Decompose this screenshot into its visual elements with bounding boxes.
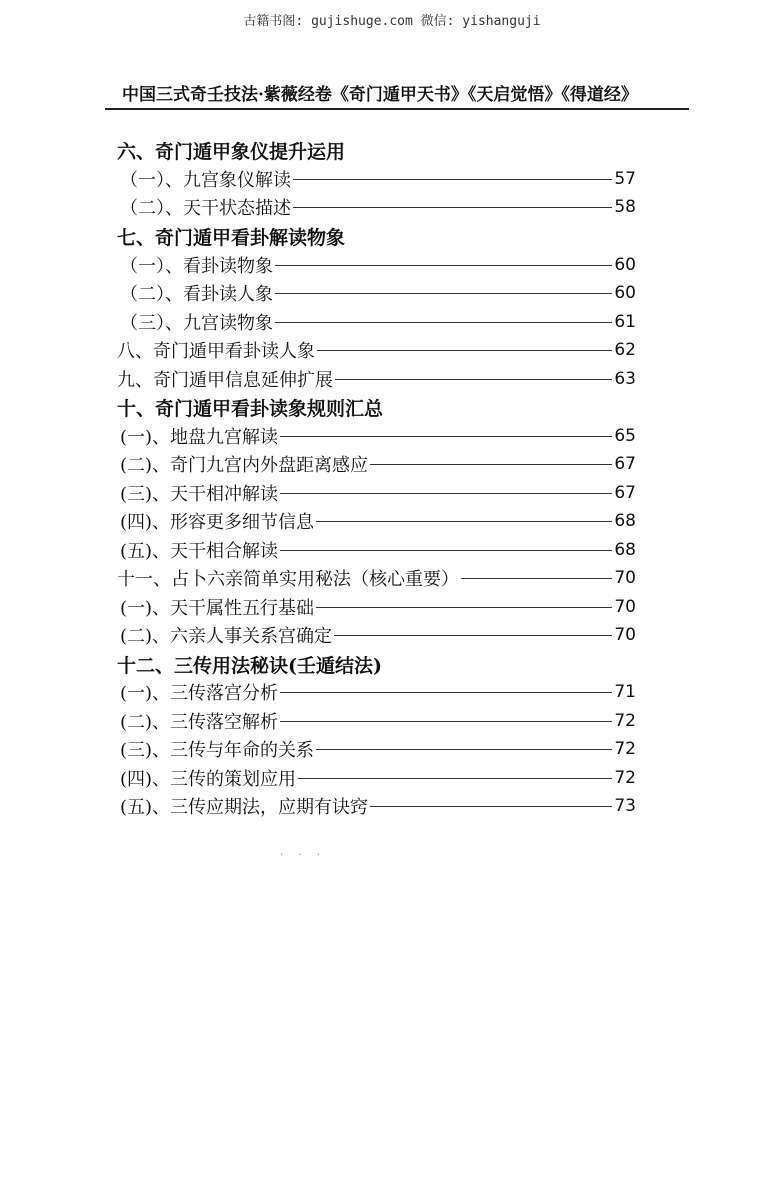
toc-entry-label: (五)、三传应期法，应期有诀窍 <box>120 797 369 818</box>
toc-entry-label: （二）、看卦读人象 <box>120 284 273 305</box>
toc-page-number: 60 <box>614 255 636 275</box>
toc-entry[interactable] <box>117 564 636 592</box>
toc-page-number: 71 <box>614 682 636 702</box>
toc-entry-label: 七、奇门遁甲看卦解读物象 <box>117 226 346 249</box>
toc-entry[interactable] <box>120 507 636 535</box>
toc-entry[interactable] <box>120 165 636 193</box>
toc-page-number: 65 <box>614 426 636 446</box>
toc-page-number: 73 <box>614 796 636 816</box>
toc-dot-leader <box>298 778 612 779</box>
toc-entry-label: 十一、占卜六亲简单实用秘法（核心重要） <box>117 569 459 590</box>
toc-dot-leader <box>316 749 612 750</box>
toc-dot-leader <box>316 521 612 522</box>
watermark-text: 古籍书阁: gujishuge.com 微信: yishanguji <box>243 14 541 29</box>
toc-dot-leader <box>293 207 612 208</box>
toc-entry-label: (一)、三传落宫分析 <box>120 683 279 704</box>
toc-page-number: 72 <box>614 768 636 788</box>
toc-dot-leader <box>370 806 612 807</box>
toc-entry[interactable] <box>117 336 636 364</box>
toc-entry-label: (一)、地盘九宫解读 <box>120 427 279 448</box>
toc-entry-label: (四)、形容更多细节信息 <box>120 512 315 533</box>
toc-entry[interactable] <box>120 593 636 621</box>
scan-specks: · · · <box>280 850 326 861</box>
toc-dot-leader <box>275 265 612 266</box>
toc-section-heading[interactable] <box>117 650 382 678</box>
toc-page-number: 68 <box>614 511 636 531</box>
toc-entry-label: (五)、天干相合解读 <box>120 541 279 562</box>
toc-dot-leader <box>293 179 612 180</box>
toc-entry[interactable] <box>120 193 636 221</box>
toc-dot-leader <box>275 293 612 294</box>
toc-entry[interactable] <box>120 792 636 820</box>
toc-entry[interactable] <box>120 536 636 564</box>
toc-entry-label: (二)、三传落空解析 <box>120 712 279 733</box>
toc-dot-leader <box>317 350 612 351</box>
toc-dot-leader <box>461 578 612 579</box>
toc-entry-label: 九、奇门遁甲信息延伸扩展 <box>117 370 333 391</box>
toc-section-heading[interactable] <box>117 136 345 164</box>
toc-dot-leader <box>280 692 612 693</box>
toc-page-number: 61 <box>614 312 636 332</box>
toc-entry-label: （二）、天干状态描述 <box>120 198 291 219</box>
header-rule <box>105 108 689 110</box>
toc-entry-label: (四)、三传的策划应用 <box>120 769 297 790</box>
toc-entry-label: (三)、天干相冲解读 <box>120 484 279 505</box>
toc-entry-label: (二)、六亲人事关系宫确定 <box>120 626 333 647</box>
toc-page-number: 58 <box>614 197 636 217</box>
toc-dot-leader <box>370 464 612 465</box>
toc-dot-leader <box>280 493 612 494</box>
toc-entry[interactable] <box>120 308 636 336</box>
toc-entry-label: 十二、三传用法秘诀(壬遁结法) <box>117 654 382 677</box>
toc-page-number: 62 <box>614 340 636 360</box>
toc-entry[interactable] <box>120 621 636 649</box>
toc-entry-label: 八、奇门遁甲看卦读人象 <box>117 341 315 362</box>
toc-entry[interactable] <box>120 279 636 307</box>
toc-dot-leader <box>280 436 612 437</box>
toc-entry-label: (一)、天干属性五行基础 <box>120 598 315 619</box>
toc-dot-leader <box>316 607 612 608</box>
toc-dot-leader <box>275 322 612 323</box>
toc-page-number: 70 <box>614 625 636 645</box>
toc-page-number: 60 <box>614 283 636 303</box>
toc-entry[interactable] <box>120 678 636 706</box>
running-head: 中国三式奇壬技法·紫薇经卷《奇门遁甲天书》《天启觉悟》《得道经》 <box>122 85 638 105</box>
toc-dot-leader <box>334 635 612 636</box>
toc-entry[interactable] <box>120 764 636 792</box>
toc-entry-label: （一）、九宫象仪解读 <box>120 170 291 191</box>
toc-page-number: 63 <box>614 369 636 389</box>
toc-page-number: 67 <box>614 483 636 503</box>
toc-entry[interactable] <box>120 422 636 450</box>
toc-page-number: 67 <box>614 454 636 474</box>
toc-dot-leader <box>280 550 612 551</box>
toc-dot-leader <box>280 721 612 722</box>
toc-section-heading[interactable] <box>117 222 345 250</box>
toc-entry[interactable] <box>120 251 636 279</box>
toc-entry-label: （三）、九宫读物象 <box>120 313 273 334</box>
toc-page-number: 57 <box>614 169 636 189</box>
toc-entry[interactable] <box>117 365 636 393</box>
toc-entry-label: （一）、看卦读物象 <box>120 256 273 277</box>
toc-page-number: 72 <box>614 739 636 759</box>
toc-page-number: 70 <box>614 597 636 617</box>
toc-page-number: 70 <box>614 568 636 588</box>
toc-entry[interactable] <box>120 707 636 735</box>
toc-entry[interactable] <box>120 450 636 478</box>
toc-page-number: 68 <box>614 540 636 560</box>
toc-page-number: 72 <box>614 711 636 731</box>
toc-entry[interactable] <box>120 735 636 763</box>
toc-entry-label: (二)、奇门九宫内外盘距离感应 <box>120 455 369 476</box>
toc-dot-leader <box>335 379 612 380</box>
toc-entry-label: (三)、三传与年命的关系 <box>120 740 315 761</box>
toc-entry[interactable] <box>120 479 636 507</box>
toc-entry-label: 六、奇门遁甲象仪提升运用 <box>117 140 346 163</box>
toc-section-heading[interactable] <box>117 393 383 421</box>
toc-entry-label: 十、奇门遁甲看卦读象规则汇总 <box>117 397 384 420</box>
